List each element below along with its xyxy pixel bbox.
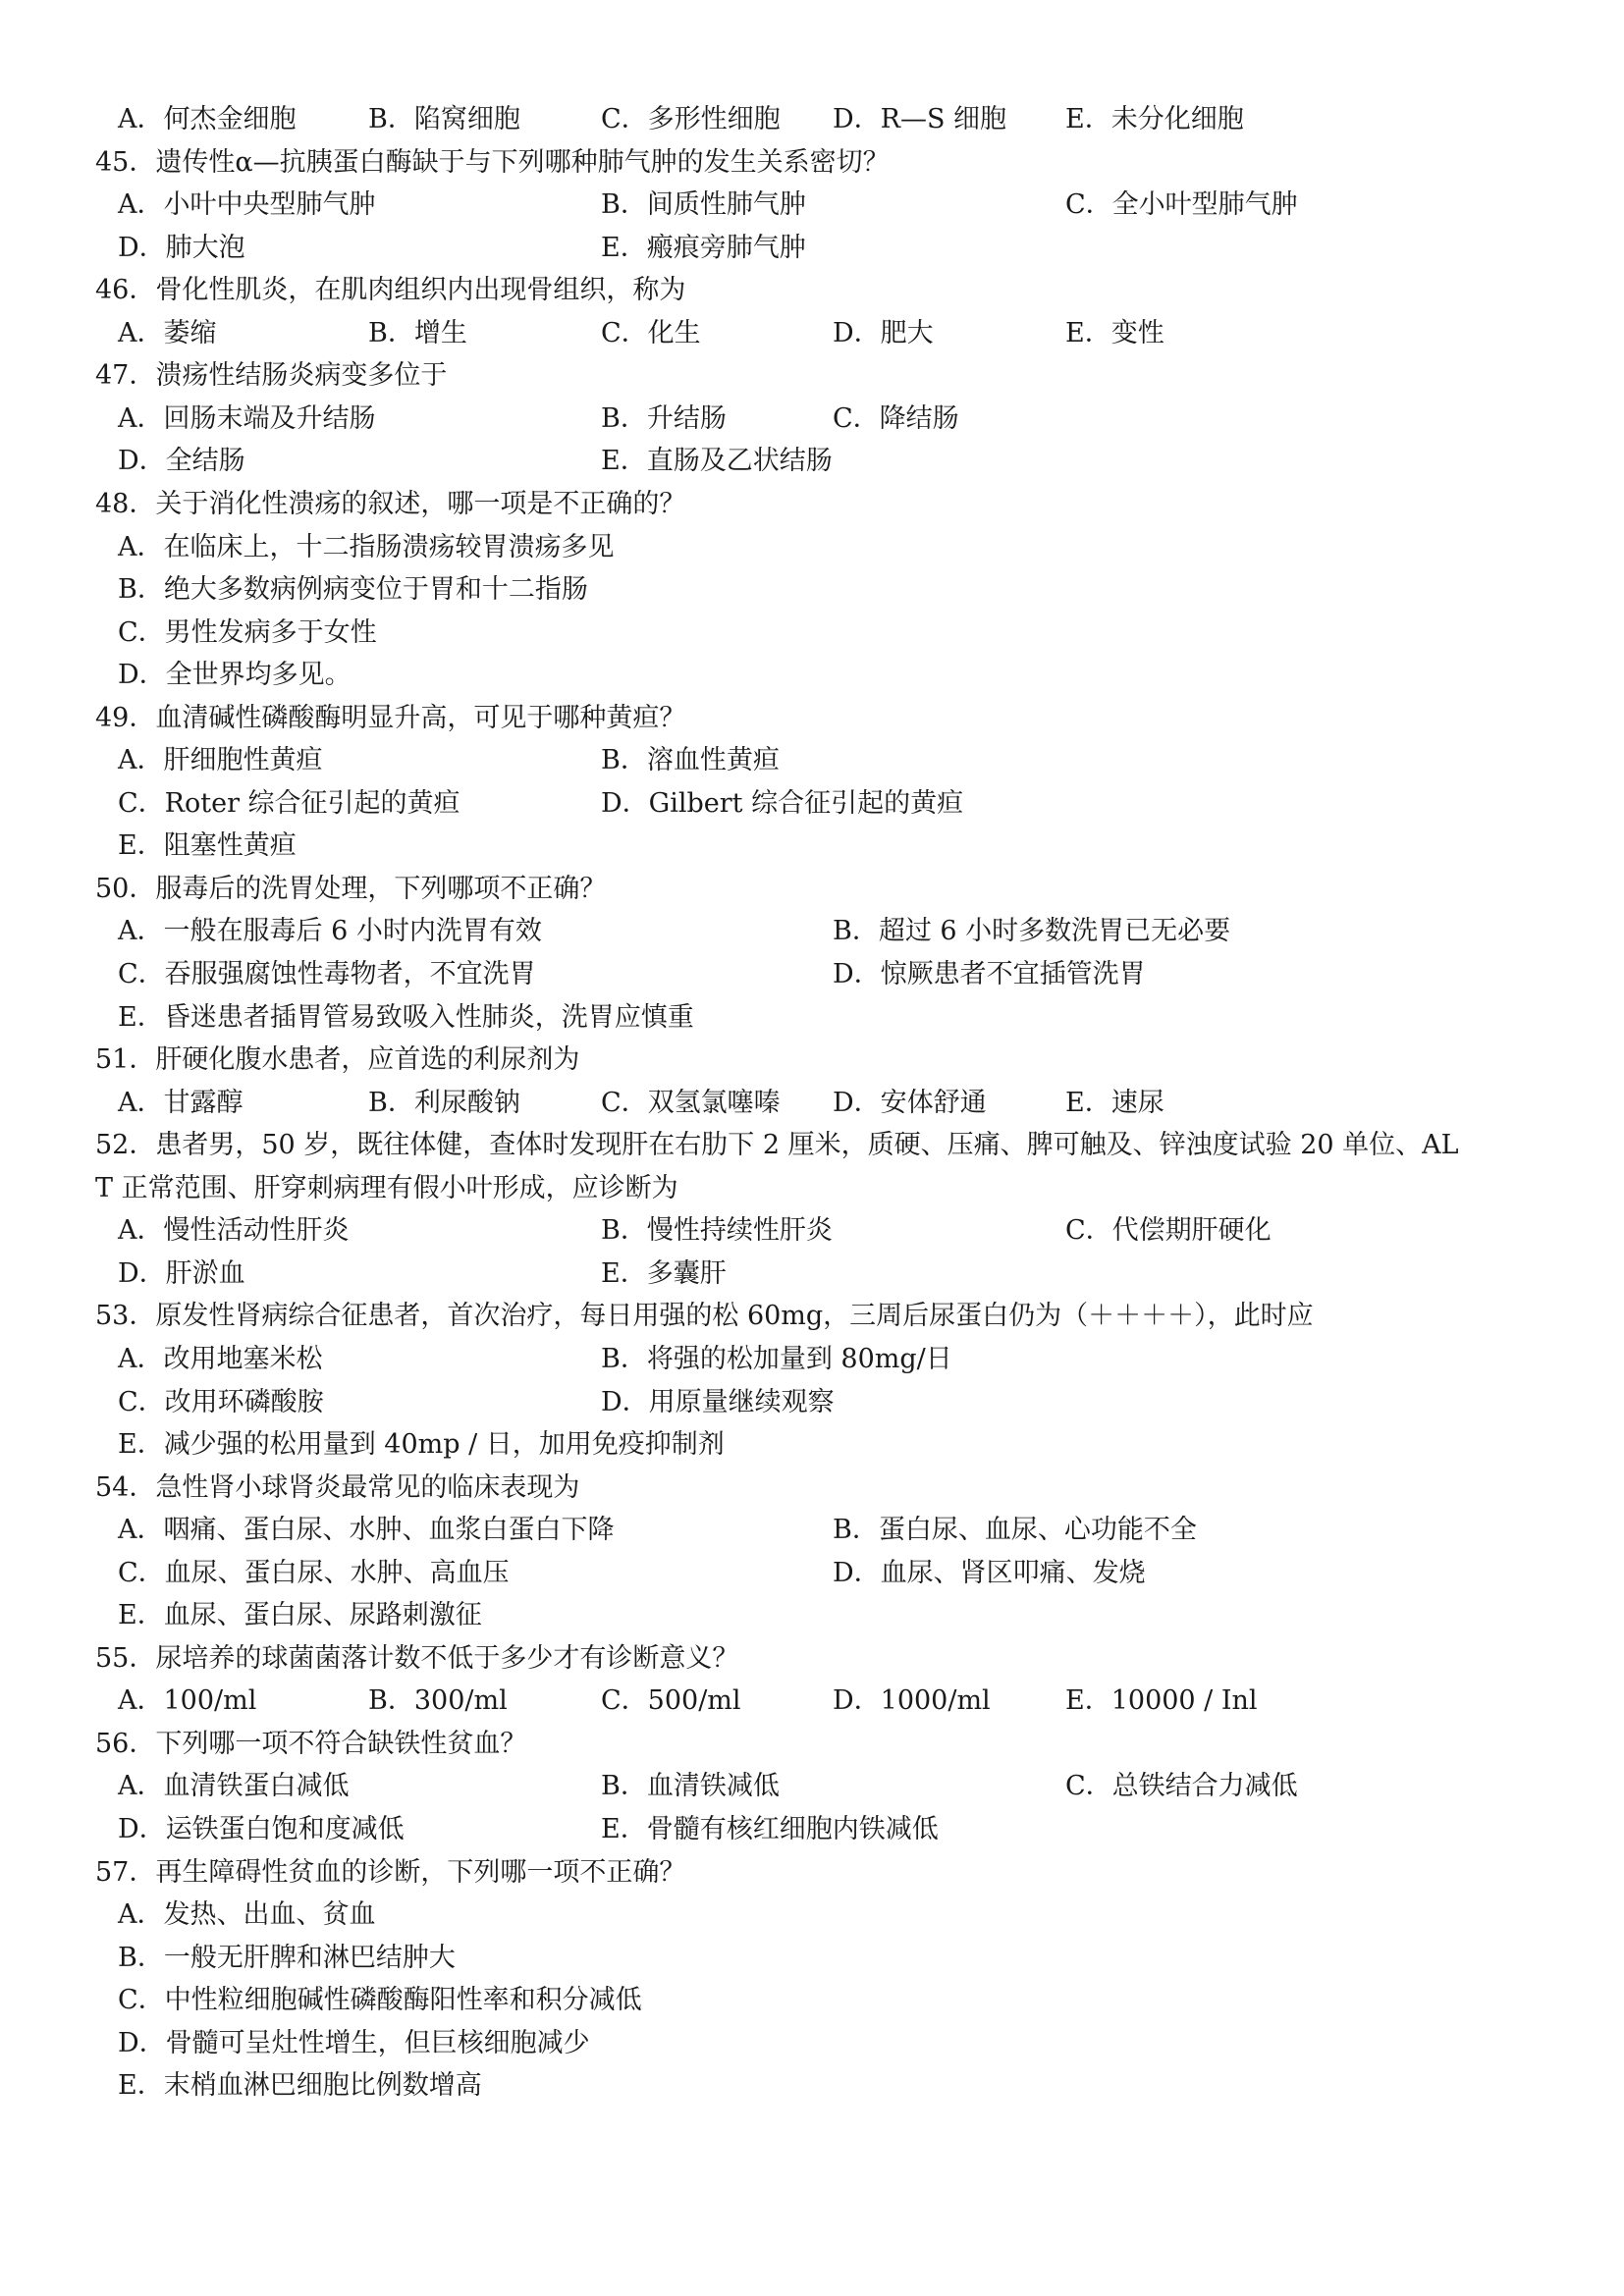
answer-option: A．改用地塞米松 xyxy=(118,1344,323,1374)
answer-option: A．100/ml xyxy=(118,1685,257,1716)
answer-option: B．绝大多数病例病变位于胃和十二指肠 xyxy=(118,574,588,605)
answer-option: A．甘露醇 xyxy=(118,1088,244,1118)
answer-option: B．增生 xyxy=(368,318,467,348)
question-text: 56．下列哪一项不符合缺铁性贫血？ xyxy=(95,1729,527,1759)
answer-option: A．萎缩 xyxy=(118,318,217,348)
answer-option: E．末梢血淋巴细胞比例数增高 xyxy=(118,2070,482,2101)
answer-option: B．一般无肝脾和淋巴结肿大 xyxy=(118,1943,456,1973)
question-text: 57．再生障碍性贫血的诊断，下列哪一项不正确？ xyxy=(95,1857,686,1888)
answer-option: E．阻塞性黄疸 xyxy=(118,830,297,861)
answer-option: D．肝淤血 xyxy=(118,1258,245,1289)
answer-option: B．升结肠 xyxy=(601,403,727,434)
question-text: 50．服毒后的洗胃处理，下列哪项不正确？ xyxy=(95,874,607,904)
answer-option: C．多形性细胞 xyxy=(601,104,781,134)
answer-option: B．间质性肺气肿 xyxy=(601,189,806,220)
answer-option: B．血清铁减低 xyxy=(601,1771,780,1801)
answer-option: A．一般在服毒后 6 小时内洗胃有效 xyxy=(118,916,542,946)
answer-option: D．用原量继续观察 xyxy=(601,1387,835,1417)
answer-option: A．在临床上，十二指肠溃疡较胃溃疡多见 xyxy=(118,532,615,562)
answer-option: C．代偿期肝硬化 xyxy=(1065,1215,1272,1246)
question-text: 48．关于消化性溃疡的叙述，哪一项是不正确的？ xyxy=(95,489,686,519)
question-text: 55．尿培养的球菌菌落计数不低于多少才有诊断意义？ xyxy=(95,1643,739,1674)
answer-option: C．男性发病多于女性 xyxy=(118,617,377,648)
answer-option: D．安体舒通 xyxy=(833,1088,987,1118)
answer-option: B．蛋白尿、血尿、心功能不全 xyxy=(833,1515,1197,1545)
question-text: T 正常范围、肝穿刺病理有假小叶形成，应诊断为 xyxy=(95,1173,678,1203)
answer-option: C．Roter 综合征引起的黄疸 xyxy=(118,788,460,819)
answer-option: C．吞服强腐蚀性毒物者，不宜洗胃 xyxy=(118,959,536,989)
answer-option: E．10000 / Inl xyxy=(1065,1685,1258,1716)
question-text: 52．患者男，50 岁，既往体健，查体时发现肝在右肋下 2 厘米，质硬、压痛、脾可触及、锌浊度试验 20 单位、AL xyxy=(95,1130,1459,1160)
answer-option: E．瘢痕旁肺气肿 xyxy=(601,233,806,263)
answer-option: E．变性 xyxy=(1065,318,1164,348)
answer-option: B．300/ml xyxy=(368,1685,508,1716)
answer-option: E．速尿 xyxy=(1065,1088,1164,1118)
answer-option: C．双氢氯噻嗪 xyxy=(601,1088,781,1118)
answer-option: B．利尿酸钠 xyxy=(368,1088,520,1118)
answer-option: B．慢性持续性肝炎 xyxy=(601,1215,833,1246)
answer-option: E．昏迷患者插胃管易致吸入性肺炎，洗胃应慎重 xyxy=(118,1002,694,1033)
answer-option: D．惊厥患者不宜插管洗胃 xyxy=(833,959,1146,989)
question-text: 45．遗传性α—抗胰蛋白酶缺于与下列哪种肺气肿的发生关系密切？ xyxy=(95,147,890,178)
answer-option: C．改用环磷酸胺 xyxy=(118,1387,324,1417)
answer-option: E．未分化细胞 xyxy=(1065,104,1244,134)
answer-option: D．全世界均多见。 xyxy=(118,660,352,690)
question-text: 51．肝硬化腹水患者，应首选的利尿剂为 xyxy=(95,1044,580,1075)
question-text: 53．原发性肾病综合征患者，首次治疗，每日用强的松 60mg，三周后尿蛋白仍为（＋＋＋＋），此时应 xyxy=(95,1301,1314,1331)
question-text: 49．血清碱性磷酸酶明显升高，可见于哪种黄疸？ xyxy=(95,703,686,733)
answer-option: D．肺大泡 xyxy=(118,233,245,263)
answer-option: D．1000/ml xyxy=(833,1685,991,1716)
answer-option: A．何杰金细胞 xyxy=(118,104,297,134)
answer-option: D．肥大 xyxy=(833,318,934,348)
question-text: 47．溃疡性结肠炎病变多位于 xyxy=(95,360,448,391)
answer-option: E．减少强的松用量到 40mp / 日，加用免疫抑制剂 xyxy=(118,1429,725,1460)
answer-option: A．血清铁蛋白减低 xyxy=(118,1771,350,1801)
answer-option: A．咽痛、蛋白尿、水肿、血浆白蛋白下降 xyxy=(118,1515,615,1545)
answer-option: C．化生 xyxy=(601,318,701,348)
answer-option: A．发热、出血、贫血 xyxy=(118,1899,376,1930)
answer-option: D．Gilbert 综合征引起的黄疸 xyxy=(601,788,964,819)
answer-option: B．将强的松加量到 80mg/日 xyxy=(601,1344,952,1374)
question-text: 54．急性肾小球肾炎最常见的临床表现为 xyxy=(95,1472,580,1503)
answer-option: A．小叶中央型肺气肿 xyxy=(118,189,376,220)
answer-option: C．全小叶型肺气肿 xyxy=(1065,189,1298,220)
answer-option: A．回肠末端及升结肠 xyxy=(118,403,376,434)
answer-option: B．溶血性黄疸 xyxy=(601,745,780,775)
answer-option: A．肝细胞性黄疸 xyxy=(118,745,323,775)
answer-option: E．血尿、蛋白尿、尿路刺激征 xyxy=(118,1600,482,1630)
answer-option: D．骨髓可呈灶性增生，但巨核细胞减少 xyxy=(118,2028,590,2058)
answer-option: C．中性粒细胞碱性磷酸酶阳性率和积分减低 xyxy=(118,1985,642,2015)
question-text: 46．骨化性肌炎，在肌肉组织内出现骨组织，称为 xyxy=(95,275,686,305)
answer-option: B．陷窝细胞 xyxy=(368,104,520,134)
answer-option: E．骨髓有核红细胞内铁减低 xyxy=(601,1814,939,1844)
answer-option: D．R—S 细胞 xyxy=(833,104,1007,134)
answer-option: C．总铁结合力减低 xyxy=(1065,1771,1298,1801)
answer-option: B．超过 6 小时多数洗胃已无必要 xyxy=(833,916,1231,946)
answer-option: E．直肠及乙状结肠 xyxy=(601,446,833,476)
answer-option: A．慢性活动性肝炎 xyxy=(118,1215,350,1246)
answer-option: C．血尿、蛋白尿、水肿、高血压 xyxy=(118,1558,510,1588)
answer-option: D．运铁蛋白饱和度减低 xyxy=(118,1814,405,1844)
answer-option: C．500/ml xyxy=(601,1685,741,1716)
answer-option: E．多囊肝 xyxy=(601,1258,727,1289)
answer-option: C．降结肠 xyxy=(833,403,959,434)
answer-option: D．全结肠 xyxy=(118,446,245,476)
answer-option: D．血尿、肾区叩痛、发烧 xyxy=(833,1558,1146,1588)
